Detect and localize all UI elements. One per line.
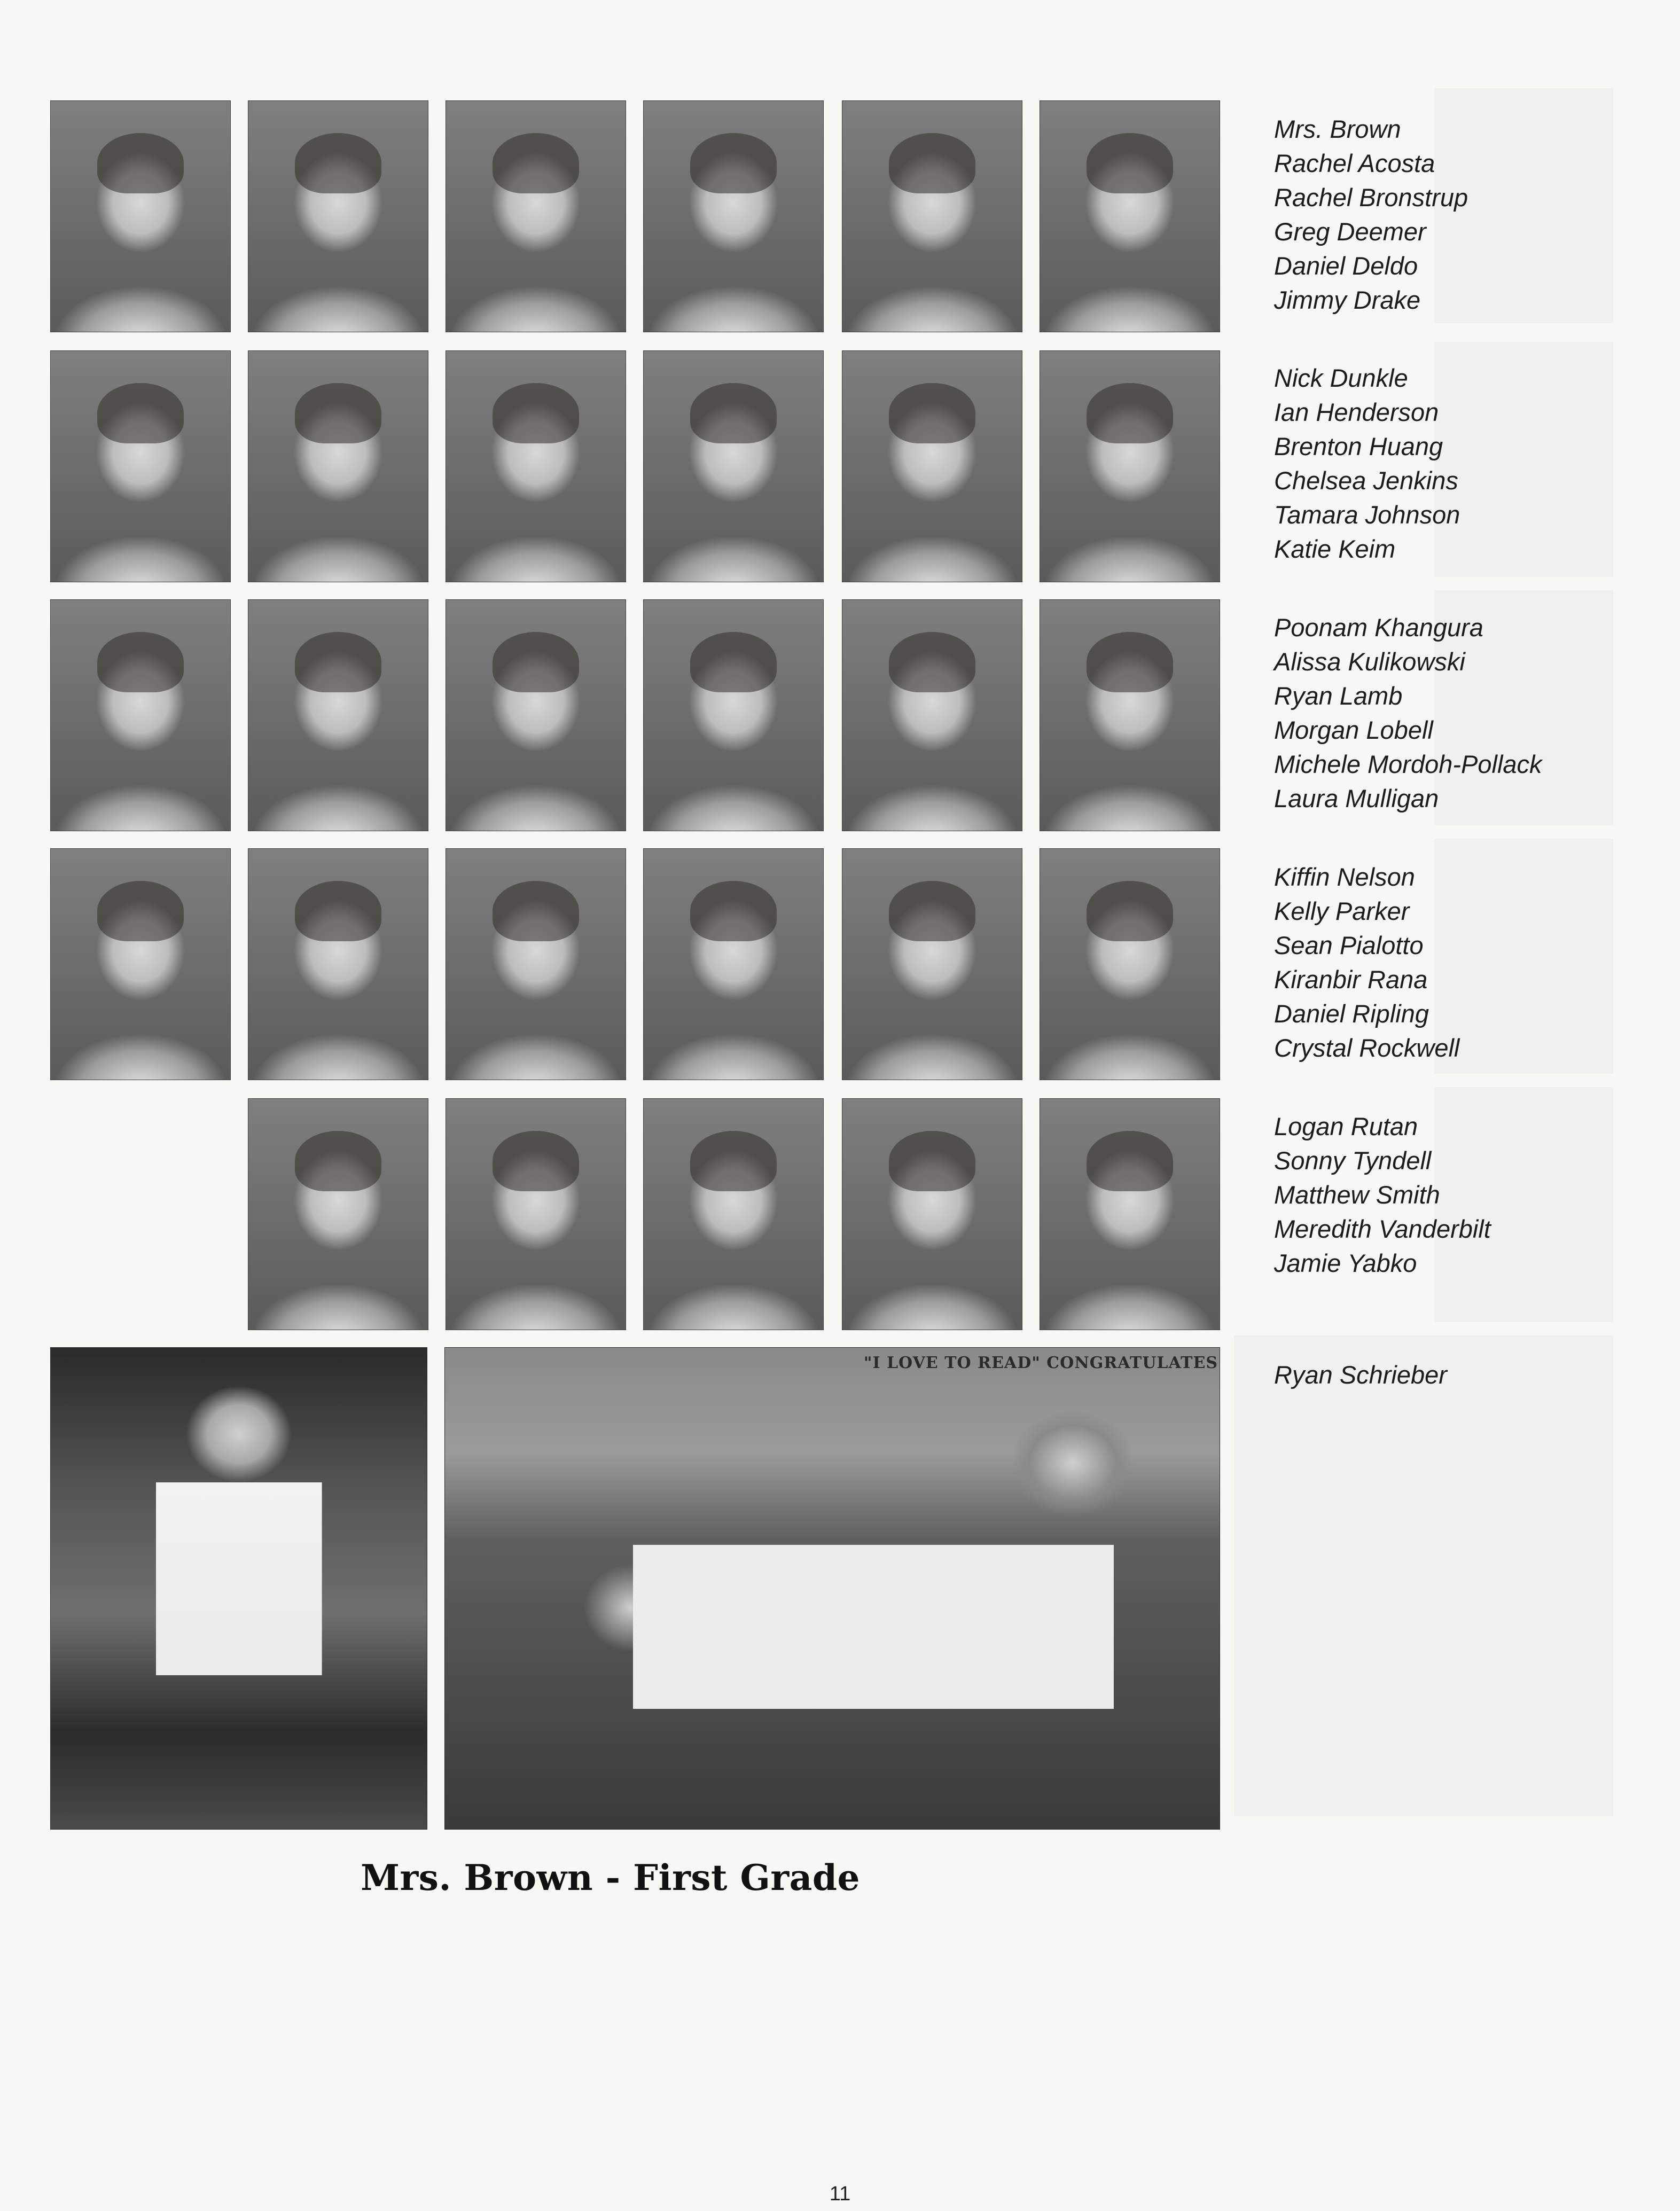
page-title: Mrs. Brown - First Grade: [360, 1857, 861, 1899]
portrait-photo: [50, 350, 231, 582]
name-list-row-1: [1274, 112, 1648, 317]
student-name: Poonam Khangura: [1274, 613, 1483, 642]
page-number: 11: [829, 2183, 851, 2205]
student-name: Rachel Acosta: [1274, 149, 1435, 177]
portrait-photo: [1040, 350, 1220, 582]
student-name: Jimmy Drake: [1274, 286, 1421, 314]
portrait-photo: [643, 599, 824, 831]
portrait-photo: [842, 350, 1022, 582]
portrait-photo: [248, 100, 428, 332]
student-name: Mrs. Brown: [1274, 115, 1401, 143]
student-name: Chelsea Jenkins: [1274, 466, 1458, 495]
portrait-photo: [50, 100, 231, 332]
student-name: Alissa Kulikowski: [1274, 647, 1465, 676]
candid-photo-classroom: [444, 1347, 1220, 1830]
portrait-photo: [50, 848, 231, 1080]
student-name: Logan Rutan: [1274, 1112, 1418, 1140]
portrait-photo: [643, 1098, 824, 1330]
student-name: Nick Dunkle: [1274, 364, 1408, 392]
name-list-row-5: [1274, 1110, 1648, 1280]
student-name: Brenton Huang: [1274, 432, 1443, 460]
student-name: Morgan Lobell: [1274, 716, 1433, 744]
name-list-row-3: [1274, 611, 1648, 816]
student-name: Daniel Ripling: [1274, 999, 1429, 1028]
student-name: Ryan Schrieber: [1274, 1361, 1447, 1389]
student-name: Michele Mordoh-Pollack: [1274, 750, 1542, 778]
student-name: Greg Deemer: [1274, 217, 1426, 246]
portrait-photo: [1040, 100, 1220, 332]
portrait-photo: [842, 599, 1022, 831]
portrait-photo: [446, 1098, 626, 1330]
portrait-photo: [1040, 1098, 1220, 1330]
name-list-row-4: [1274, 860, 1648, 1065]
portrait-photo: [248, 1098, 428, 1330]
portrait-photo: [248, 599, 428, 831]
student-name: Matthew Smith: [1274, 1181, 1440, 1209]
student-name: Ryan Lamb: [1274, 682, 1403, 710]
classroom-banner-text: "I LOVE TO READ" CONGRATULATES: [863, 1354, 1218, 1372]
candid-photo-boy: [50, 1347, 427, 1830]
portrait-photo: [248, 350, 428, 582]
portrait-photo: [50, 599, 231, 831]
portrait-photo: [446, 599, 626, 831]
name-list-row-6: [1274, 1358, 1648, 1392]
student-name: Sonny Tyndell: [1274, 1146, 1432, 1175]
portrait-photo: [248, 848, 428, 1080]
student-name: Kiranbir Rana: [1274, 965, 1428, 994]
portrait-photo: [643, 350, 824, 582]
student-name: Rachel Bronstrup: [1274, 183, 1468, 212]
portrait-photo: [643, 100, 824, 332]
student-name: Katie Keim: [1274, 535, 1396, 563]
student-name: Jamie Yabko: [1274, 1249, 1417, 1277]
portrait-photo: [643, 848, 824, 1080]
portrait-photo: [842, 1098, 1022, 1330]
student-name: Daniel Deldo: [1274, 252, 1418, 280]
bleed-through-panel: [1234, 1335, 1613, 1816]
student-name: Ian Henderson: [1274, 398, 1439, 426]
student-name: Crystal Rockwell: [1274, 1034, 1460, 1062]
student-name: Sean Pialotto: [1274, 931, 1424, 959]
student-name: Kelly Parker: [1274, 897, 1410, 925]
student-name: Kiffin Nelson: [1274, 863, 1415, 891]
student-name: Laura Mulligan: [1274, 784, 1439, 812]
portrait-photo: [842, 100, 1022, 332]
portrait-photo: [446, 848, 626, 1080]
portrait-photo: [446, 350, 626, 582]
student-name: Meredith Vanderbilt: [1274, 1215, 1491, 1243]
name-list-row-2: [1274, 361, 1648, 566]
student-name: Tamara Johnson: [1274, 501, 1460, 529]
portrait-photo: [842, 848, 1022, 1080]
portrait-photo: [1040, 848, 1220, 1080]
portrait-photo: [446, 100, 626, 332]
portrait-photo: [1040, 599, 1220, 831]
